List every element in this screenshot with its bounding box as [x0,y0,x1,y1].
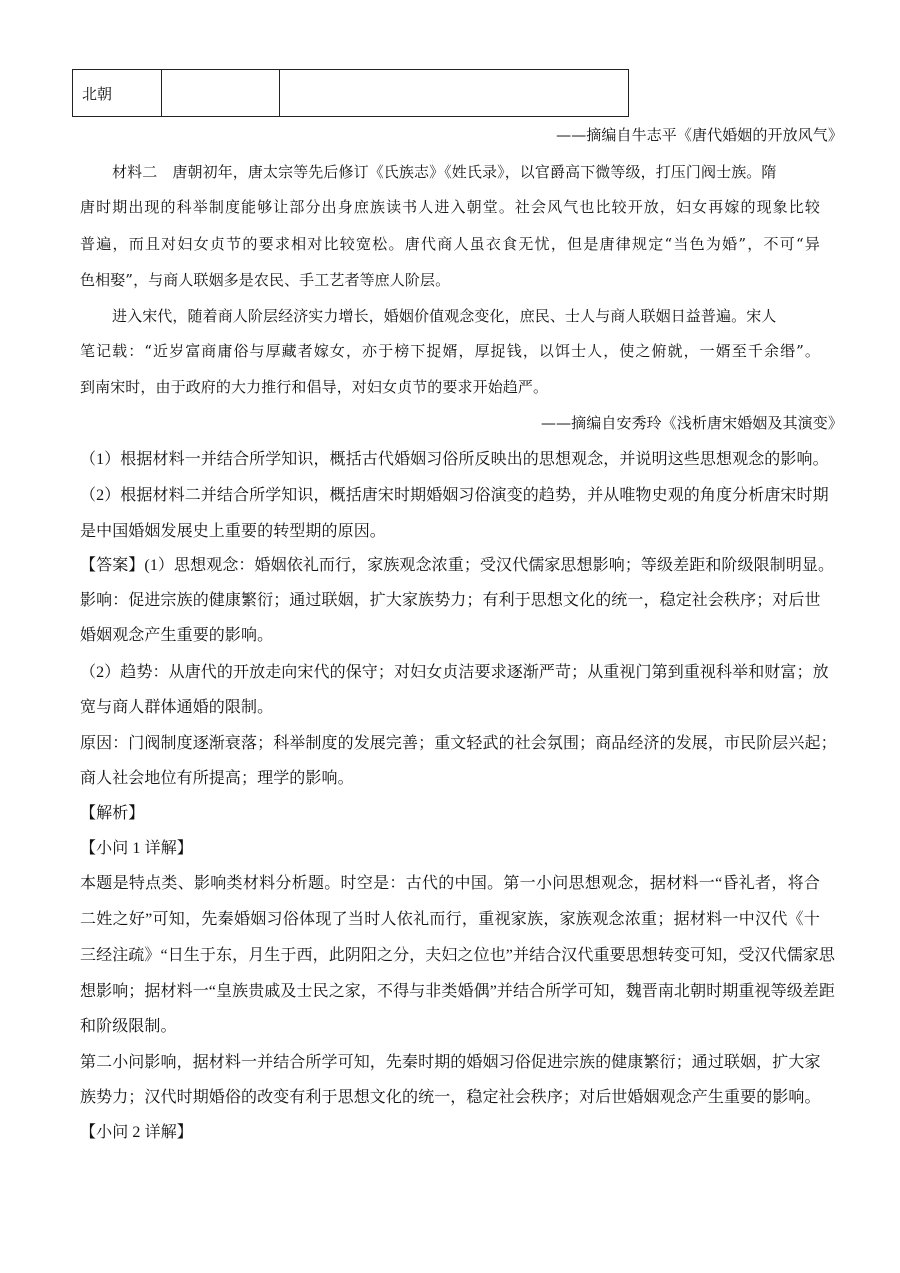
answer-line: 原因：门阀制度逐渐衰落；科举制度的发展完善；重文轻武的社会氛围；商品经济的发展，市民阶层兴起； [80,735,837,752]
material2-line: 唐时期出现的科举制度能够让部分出身庶族读书人进入朝堂。社会风气也比较开放，妇女再嫁的现象比较 [80,198,820,216]
table-row [73,70,629,117]
table-cell-empty [280,70,629,117]
analysis-line: 和阶级限制。 [80,1018,177,1035]
question-2-cont: 是中国婚姻发展史上重要的转型期的原因。 [80,523,386,540]
analysis-line: 三经注疏》“日生于东，月生于西，此阴阳之分，夫妇之位也”并结合汉代重要思想转变可知，受汉代儒家思 [80,947,836,964]
analysis-line: 族势力；汉代时期婚俗的改变有利于思想文化的统一，稳定社会秩序；对后世婚姻观念产生重要的影响。 [80,1089,821,1106]
subquestion-2-heading: 【小问 2 详解】 [80,1124,193,1141]
analysis-line: 二姓之好”可知，先秦婚姻习俗体现了当时人依礼而行，重视家族，家族观念浓重；据材料一中汉代《十 [80,911,820,928]
material2-line: 到南宋时，由于政府的大力推行和倡导，对妇女贞节的要求开始趋严。 [80,378,549,396]
answer-line: 影响：促进宗族的健康繁衍；通过联姻，扩大家族势力；有利于思想文化的统一，稳定社会秩序；对后世 [80,592,821,609]
table-cell-period: 北朝 [73,70,162,117]
question-2: （2）根据材料二并结合所学知识，概括唐宋时期婚姻习俗演变的趋势，并从唯物史观的角度分析唐宋时期 [80,487,829,504]
question-1: （1）根据材料一并结合所学知识，概括古代婚姻习俗所反映出的思想观念，并说明这些思想观念的影响。 [80,451,829,468]
material2-line: 色相娶”，与商人联姻多是农民、手工艺者等庶人阶层。 [80,271,451,289]
table-cell-empty [162,70,280,117]
material2-line: 普遍，而且对妇女贞节的要求相对比较宽松。唐代商人虽衣食无忧，但是唐律规定“当色为婚”，不可“异 [80,235,820,253]
material2-line: 笔记载：“近岁富商庸俗与厚藏者嫁女，亦于榜下捉婿，厚捉钱，以饵士人，使之俯就，一婿至千余缗”。 [80,342,820,360]
answer-line: 婚姻观念产生重要的影响。 [80,627,274,644]
material2-line: 材料二 唐朝初年，唐太宗等先后修订《氏族志》《姓氏录》，以官爵高下微等级，打压门阀士族。隋 [112,163,777,181]
source-citation-1: ——摘编自牛志平《唐代婚姻的开放风气》 [556,126,843,144]
source-citation-2: ——摘编自安秀玲《浅析唐宋婚姻及其演变》 [540,414,843,432]
analysis-line: 想影响；据材料一“皇族贵戚及士民之家，不得与非类婚偶”并结合所学可知，魏晋南北朝时期重视等级差距 [80,983,836,1000]
answer-line: 【答案】(1）思想观念：婚姻依礼而行，家族观念浓重；受汉代儒家思想影响；等级差距和阶级限制明显。 [80,557,835,574]
material2-line: 进入宋代，随着商人阶层经济实力增长，婚姻价值观念变化，庶民、士人与商人联姻日益普遍。宋人 [112,307,777,325]
analysis-line: 本题是特点类、影响类材料分析题。时空是：古代的中国。第一小问思想观念，据材料一“昏礼者，将合 [80,875,820,892]
answer-line: （2）趋势：从唐代的开放走向宋代的保守；对妇女贞洁要求逐渐严苛；从重视门第到重视科举和财富；放 [80,664,829,681]
period-table [72,69,629,117]
analysis-line: 第二小问影响，据材料一并结合所学可知，先秦时期的婚姻习俗促进宗族的健康繁衍；通过联姻，扩大家 [80,1054,821,1071]
answer-line: 宽与商人群体通婚的限制。 [80,699,274,716]
analysis-heading: 【解析】 [80,805,145,822]
answer-line: 商人社会地位有所提高；理学的影响。 [80,770,354,787]
subquestion-1-heading: 【小问 1 详解】 [80,840,193,857]
